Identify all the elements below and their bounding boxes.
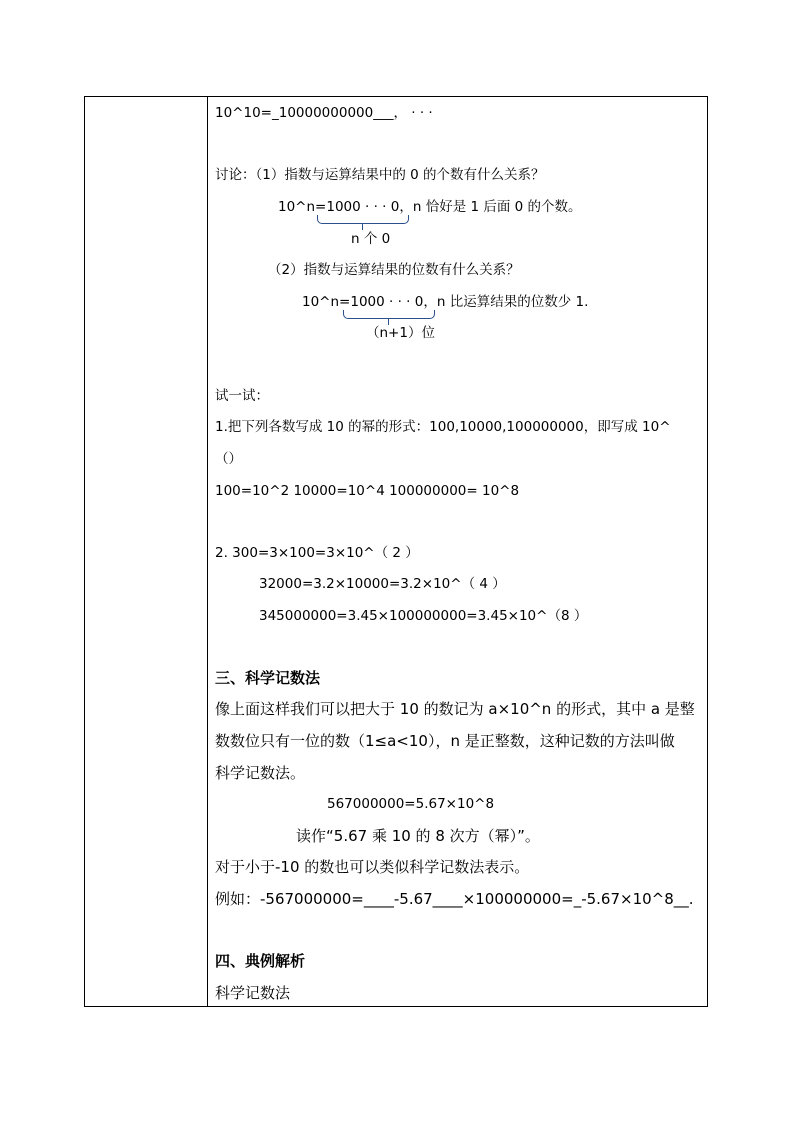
exercise-2-line-1: 2. 300=3×100=3×10^（ 2 ）	[215, 545, 419, 561]
brace-2-label: （n+1）位	[366, 325, 435, 341]
section-3-paragraph-line-2: 数数位只有一位的数（1≤a<10），n 是正整数，这种记数的方法叫做	[215, 732, 675, 750]
negative-number-note: 对于小于-10 的数也可以类似科学记数法表示。	[215, 858, 530, 876]
column-divider	[207, 97, 208, 1006]
brace-1	[317, 215, 409, 224]
exercise-1-answers: 100=10^2 10000=10^4 100000000= 10^8	[215, 483, 520, 499]
exercise-2-line-3: 345000000=3.45×100000000=3.45×10^（8 ）	[259, 608, 588, 624]
powers-line: 10^10=_10000000000___， · · ·	[215, 105, 433, 121]
section-4-heading: 四、典例解析	[215, 952, 306, 970]
section-4-subheading: 科学记数法	[215, 984, 291, 1002]
section-3-heading: 三、科学记数法	[215, 669, 321, 687]
discussion-question-2: （2）指数与运算结果的位数有什么关系？	[268, 262, 520, 278]
scientific-notation-reading: 读作“5.67 乘 10 的 8 次方（幂）”。	[296, 827, 540, 845]
negative-number-example: 例如：-567000000=____-5.67____×100000000=_-5.67×10^8__.	[215, 890, 694, 908]
exercise-2-line-2: 32000=3.2×10000=3.2×10^（ 4 ）	[259, 576, 506, 592]
brace-1-label: n 个 0	[351, 231, 391, 247]
section-3-paragraph-line-3: 科学记数法。	[215, 764, 306, 782]
discussion-expression-1: 10^n=1000 · · · 0，n 恰好是 1 后面 0 的个数。	[278, 199, 582, 215]
exercise-1-parens: （）	[215, 451, 242, 467]
exercise-1-prompt: 1.把下列各数写成 10 的幂的形式：100,10000,100000000，即写成 10^	[215, 419, 671, 435]
discussion-expression-2: 10^n=1000 · · · 0，n 比运算结果的位数少 1.	[302, 294, 589, 310]
discussion-question-1: 讨论：（1）指数与运算结果中的 0 的个数有什么关系？	[215, 167, 545, 183]
brace-1-tick	[362, 223, 363, 230]
brace-2	[343, 310, 435, 319]
scientific-notation-example: 567000000=5.67×10^8	[327, 796, 495, 812]
try-title: 试一试：	[215, 388, 269, 404]
section-3-paragraph-line-1: 像上面这样我们可以把大于 10 的数记为 a×10^n 的形式，其中 a 是整	[215, 700, 695, 718]
